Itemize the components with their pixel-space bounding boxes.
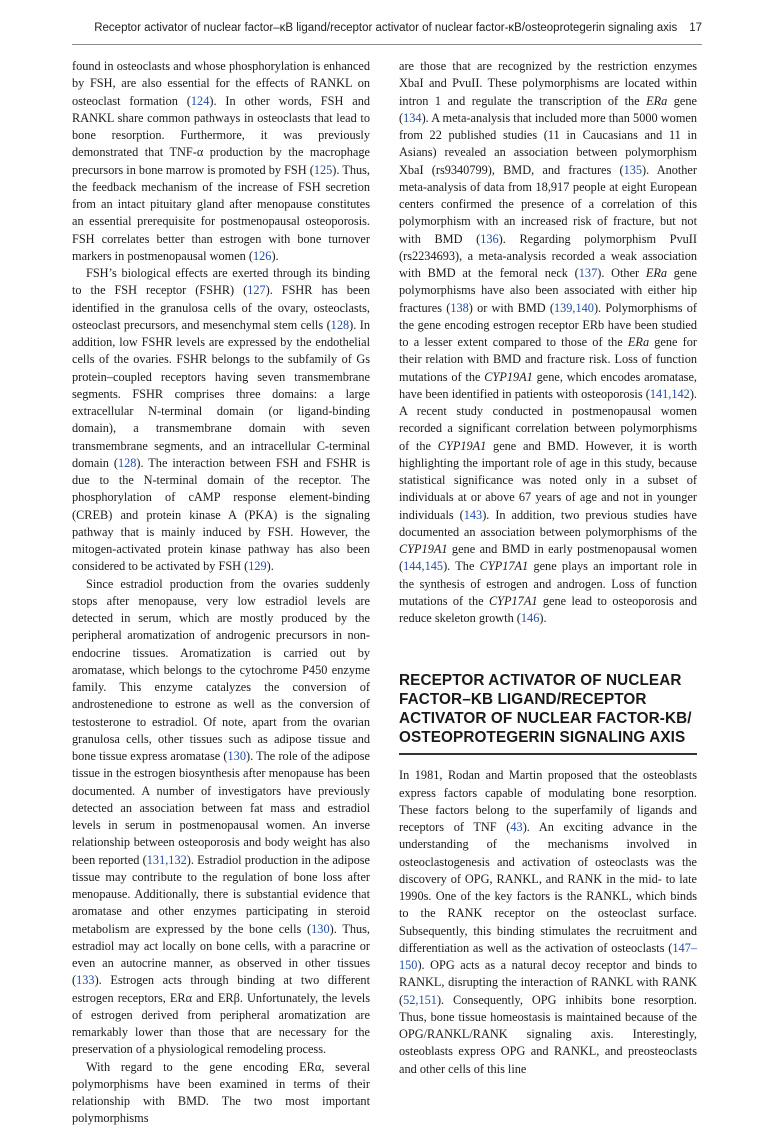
section-heading: RECEPTOR ACTIVATOR OF NUCLEAR FACTOR–ΚB LIGAND/RECEPTOR ACTIVATOR OF NUCLEAR FACTOR-ΚB/ OSTEOPROTEGERIN SIGNALING AXIS	[399, 672, 692, 747]
text-run: ).	[539, 611, 547, 625]
text-run: ). Another meta-analysis of data from 18,917 people at eight European centers confirmed the presence of a correlation of this polymorphism with an increased risk of fracture, but not with BMD (	[399, 162, 697, 246]
text-run: ). FSHR has been identified in the granulosa cells of the ovary, osteoclasts, osteoclast precursors, and mesenchymal stem cells (	[72, 283, 370, 332]
text-run: ). An exciting advance in the understanding of the mechanisms involved in osteoclastogenesis and activation of osteoclasts was the discovery of OPG, RANKL, and RANK in the mid- to late 1990s. One of the key factors is the RANKL, which binds to the RANK receptor on the osteoclast surface. Subsequently, this binding stimulates the recruitment and differentiation as well as the activation of osteoclasts (	[399, 820, 697, 955]
text-run: gene and BMD. However, it is worth highlighting the important role of age in this study, because statistical significance was noted only in a subset of individuals at or above 67 years of age and not in younger individuals (	[399, 438, 698, 522]
reference-link[interactable]: 129	[248, 559, 267, 574]
reference-link[interactable]: 139,140	[553, 300, 594, 315]
text-run: ). In other words, FSH and RANKL share common pathways in osteoclasts that lead to bone resorption. Furthermore, it was previously demonstrated that TNF-α production by the macrophage precursors in bone marrow is promoted by FSH (	[72, 93, 370, 177]
text-run: ) or with BMD (	[468, 300, 554, 315]
text-run: found in osteoclasts and whose phosphorylation is enhanced by FSH, are also essential for the effects of RANKL on osteoclast formation (	[72, 59, 370, 108]
text-run: gene polymorphisms have also been associated with either hip fractures (	[399, 266, 697, 315]
text-run: ). A recent study conducted in postmenopausal women recorded a significant correlation between polymorphisms of the	[399, 386, 697, 453]
reference-link[interactable]: 134	[403, 110, 422, 125]
italic-term: CYP19A1	[437, 438, 487, 453]
reference-link[interactable]: 147–150	[399, 940, 697, 972]
text-run: gene and BMD in early postmenopausal women (	[399, 542, 697, 574]
paragraph-opg-rankl-rank	[399, 767, 697, 1078]
reference-link[interactable]: 137	[578, 266, 598, 280]
section-heading-rule	[399, 753, 697, 755]
text-run: ). In addition, low FSHR levels are expressed by the endothelial cells of the ovaries. FSHR belongs to the subfamily of Gs protein–coupled receptors having seven transmembrane segments. FSHR comprises three domains: a large extracellular N-terminal domain (or ligand-binding domain), a transmembrane domain with seven transmembrane segments, and an intracellular C-terminal domain (	[72, 317, 370, 470]
italic-term: ERa	[646, 93, 668, 108]
reference-link[interactable]: 127	[247, 283, 266, 298]
text-run: ). Thus, estradiol may act locally on bone cells, with a paracrine or even an autocrine manner, as observed in other tissues (	[72, 921, 370, 988]
text-run: gene, which encodes aromatase, have been identified in patients with osteoporosis (	[399, 369, 697, 401]
paragraph-fsh-rankl	[72, 58, 370, 265]
paragraph-fshr	[72, 265, 370, 576]
text-run: Since estradiol production from the ovaries suddenly stops after menopause, very low estradiol levels are detected in serum, which are mostly produced by the peripheral aromatization of androgenic precursors in non-endocrine tissues. Aromatization is carried out by aromatase, which belongs to the cytochrome P450 enzyme family. This enzyme catalyzes the conversion of androstenedione to estrone as well as the conversion of testosterone to estradiol. Of note, apart from the ovarian granulosa cells, other tissues such as adipose tissue and bone tissue express aromatase (	[72, 576, 370, 763]
reference-link[interactable]: 43	[510, 820, 523, 834]
right-column	[399, 58, 697, 1078]
running-title: Receptor activator of nuclear factor–κB ligand/receptor activator of nuclear factor-κB/osteoprotegerin signaling axis	[94, 22, 678, 34]
text-run: ). Estradiol production in the adipose tissue may contribute to the regulation of bone loss after menopause. Additionally, there is substantial evidence that aromatase and other enzymes participating in steroid metabolism are expressed by the bone cells (	[72, 852, 370, 936]
reference-link[interactable]: 133	[76, 973, 95, 988]
reference-link[interactable]: 136	[480, 231, 499, 246]
italic-term: ERa	[627, 335, 650, 349]
italic-term: CYP17A1	[488, 593, 538, 608]
text-run: ). Polymorphisms of the gene encoding estrogen receptor ERb have been studied to a lesser extent compared to those of the	[399, 300, 697, 349]
reference-link[interactable]: 141,142	[649, 386, 690, 401]
paragraph-xbai-pvuii	[399, 58, 697, 627]
reference-link[interactable]: 138	[450, 300, 469, 315]
text-run: In 1981, Rodan and Martin proposed that the osteoblasts express factors capable of modulating bone resorption. These factors belong to the superfamily of ligands and receptors of TNF (	[399, 768, 697, 834]
text-run: FSH’s biological effects are exerted through its binding to the FSH receptor (FSHR) (	[72, 266, 370, 298]
text-run: ). Estrogen acts through binding at two different estrogen receptors, ERα and ERβ. Unfortunately, the levels of estrogen derived from peripheral aromatization are remarkably lower than those that are necessary for the preservation of a physiological remodeling process.	[72, 973, 370, 1057]
reference-link[interactable]: 135	[623, 162, 643, 177]
text-run: ). Other	[597, 266, 646, 280]
text-run: ). The role of the adipose tissue in the estrogen biosynthesis after menopause has been documented. A number of investigators have previously detected an association between fat mass and estradiol levels in serum in postmenopausal women. An inverse relationship between osteoporosis and body weight has also been reported (	[72, 749, 370, 867]
text-run: gene (	[399, 93, 697, 125]
text-run: ).	[266, 559, 274, 574]
italic-term: CYP17A1	[479, 559, 529, 574]
italic-term: CYP19A1	[399, 542, 448, 556]
reference-link[interactable]: 130	[227, 749, 246, 763]
reference-link[interactable]: 130	[311, 921, 330, 936]
italic-term: CYP19A1	[484, 369, 533, 384]
left-column	[72, 58, 370, 1128]
text-run: ). OPG acts as a natural decoy receptor and binds to RANKL, disrupting the interaction of RANKL with RANK (	[399, 958, 697, 1007]
running-header	[72, 22, 702, 42]
page-number: 17	[689, 22, 702, 34]
text-run: With regard to the gene encoding ERα, several polymorphisms have been examined in terms of their relationship with BMD. The two most important polymorphisms	[72, 1059, 370, 1126]
text-run: gene plays an important role in the synthesis of estrogen and androgen. Loss of function mutations of the	[399, 559, 698, 608]
reference-link[interactable]: 52,151	[403, 992, 437, 1007]
reference-link[interactable]: 126	[253, 248, 272, 263]
text-run: ). Consequently, OPG inhibits bone resorption. Thus, bone tissue homeostasis is maintained because of the OPG/RANKL/RANK signaling axis. Interestingly, osteoblasts express OPG and RANKL, and preosteoclasts and other cells of this line	[399, 992, 697, 1076]
reference-link[interactable]: 128	[330, 317, 350, 332]
reference-link[interactable]: 144,145	[403, 559, 444, 574]
reference-link[interactable]: 124	[190, 93, 210, 108]
text-run: ).	[271, 248, 279, 263]
text-run: ). In addition, two previous studies have documented an association between polymorphisms of the	[399, 507, 697, 539]
header-rule	[72, 44, 702, 45]
text-run: gene for their relation with BMD and fracture risk. Loss of function mutations of the	[399, 335, 697, 384]
text-run: ). The interaction between FSH and FSHR is due to the N-terminal domain of the receptor. The phosphorylation of cAMP response element-binding (CREB) and protein kinase A (PKA) is the signaling pathway that is mainly induced by FSH. However, the mitogen-activated protein kinase pathway has also been considered to be activated by FSH (	[72, 455, 370, 574]
paragraph-era-polymorphisms	[72, 1059, 370, 1128]
reference-link[interactable]: 125	[313, 162, 333, 177]
text-run: ). A meta-analysis that included more than 5000 women from 22 published studies (11 in Caucasians and 11 in Asians) revealed an association between polymorphism XbaI (rs9340799), BMD, and fractures (	[399, 110, 697, 177]
text-run: gene lead to osteoporosis and reduce skeleton growth (	[399, 593, 697, 625]
text-run: ). The	[443, 559, 480, 574]
text-run: ). Regarding polymorphism PvuII (rs2234693), a meta-analysis recorded a weak association with BMD at the femoral neck (	[399, 231, 697, 280]
text-run: are those that are recognized by the restriction enzymes XbaI and PvuII. These polymorphisms are located within intron 1 and regulate the transcription of the	[399, 59, 697, 108]
text-run: ). Thus, the feedback mechanism of the increase of FSH secretion from an intact pituitary gland after menopause constitutes an essential prerequisite for postmenopausal osteoporosis. FSH correlates better than estrogen with bone turnover markers in postmenopausal women (	[72, 162, 370, 263]
paragraph-estradiol	[72, 576, 370, 1059]
reference-link[interactable]: 146	[520, 611, 540, 625]
reference-link[interactable]: 128	[117, 455, 137, 470]
italic-term: ERa	[645, 266, 668, 280]
reference-link[interactable]: 143	[463, 507, 483, 522]
reference-link[interactable]: 131,132	[146, 852, 187, 867]
